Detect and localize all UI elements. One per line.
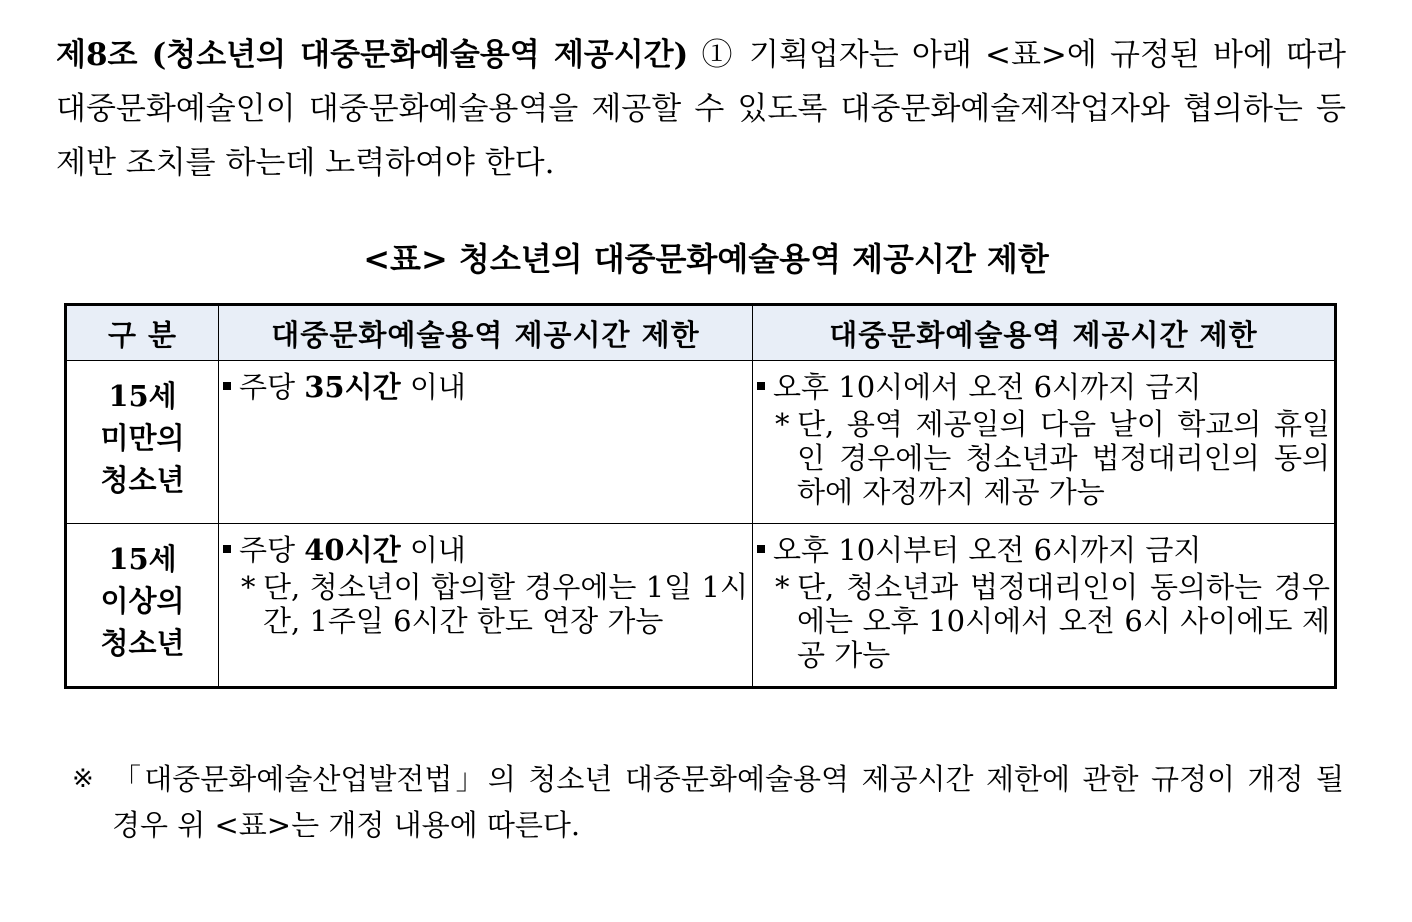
weekly-suffix: 이내 xyxy=(409,532,466,567)
group-label-line: 이상의 xyxy=(100,583,185,618)
weekly-hours: 40시간 xyxy=(304,532,401,567)
header-weekly-limit: 대중문화예술용역 제공시간 제한 xyxy=(219,305,753,361)
row-group-15-and-over xyxy=(66,523,219,687)
night-note-text: 단, 청소년과 법정대리인이 동의하는 경우에는 오후 10시에서 오전 6시 사이에도 제공 가능 xyxy=(797,569,1330,672)
article-8 xyxy=(56,28,1346,190)
header-night-limit: 대중문화예술용역 제공시간 제한 xyxy=(753,305,1336,361)
weekly-limit-text xyxy=(219,361,752,407)
night-limit-text xyxy=(753,524,1334,570)
night-limit-value: 오후 10시에서 오전 6시까지 금지 xyxy=(773,370,1202,404)
weekly-hours: 35시간 xyxy=(304,370,401,404)
article-body: ① 기획업자는 아래 <표>에 규정된 바에 따라 대중문화예술인이 대중문화예술용역을 제공할 수 있도록 대중문화예술제작업자와 협의하는 등 제반 조치를 하는데 노력하여야 한다. xyxy=(56,37,1346,181)
group-label-line: 청소년 xyxy=(100,463,185,497)
night-limit-value: 오후 10시부터 오전 6시까지 금지 xyxy=(773,532,1202,567)
weekly-limit-cell xyxy=(219,361,753,524)
weekly-limit-note xyxy=(219,570,752,638)
night-note-text: 단, 용역 제공일의 다음 날이 학교의 휴일인 경우에는 청소년과 법정대리인의 동의 하에 자정까지 제공 가능 xyxy=(797,407,1330,509)
footnote-text: 「대중문화예술산업발전법」의 청소년 대중문화예술용역 제공시간 제한에 관한 규정이 개정 될 경우 위 <표>는 개정 내용에 따른다. xyxy=(112,762,1344,842)
weekly-limit-text xyxy=(219,524,752,570)
group-label-line: 15세 xyxy=(108,541,177,576)
note-asterisk: * xyxy=(241,569,256,604)
night-limit-note xyxy=(753,570,1334,672)
group-label-line: 미만의 xyxy=(100,421,185,455)
note-asterisk: * xyxy=(775,569,790,604)
note-asterisk: * xyxy=(775,407,790,441)
table-row xyxy=(66,361,1336,524)
group-label-line: 15세 xyxy=(108,379,177,413)
square-bullet-icon xyxy=(757,545,765,553)
footnote xyxy=(72,756,1344,848)
weekly-suffix: 이내 xyxy=(409,370,466,404)
weekly-note-text: 단, 청소년이 합의할 경우에는 1일 1시간, 1주일 6시간 한도 연장 가능 xyxy=(263,569,748,638)
weekly-prefix: 주당 xyxy=(239,532,296,567)
weekly-limit-cell xyxy=(219,523,753,687)
weekly-prefix: 주당 xyxy=(239,370,296,404)
night-limit-text xyxy=(753,361,1334,407)
table-row xyxy=(66,523,1336,687)
group-label-line: 청소년 xyxy=(100,625,185,660)
table-title: <표> 청소년의 대중문화예술용역 제공시간 제한 xyxy=(363,240,1049,278)
square-bullet-icon xyxy=(757,382,765,390)
service-hours-table xyxy=(64,303,1337,689)
reference-mark: ※ xyxy=(72,764,94,794)
header-category: 구 분 xyxy=(66,305,219,361)
night-limit-note xyxy=(753,407,1334,509)
square-bullet-icon xyxy=(223,382,231,390)
row-group-under-15 xyxy=(66,361,219,524)
article-heading: 제8조 (청소년의 대중문화예술용역 제공시간) xyxy=(56,37,689,73)
square-bullet-icon xyxy=(223,545,231,553)
night-limit-cell xyxy=(753,523,1336,687)
night-limit-cell xyxy=(753,361,1336,524)
table-header-row xyxy=(66,305,1336,361)
